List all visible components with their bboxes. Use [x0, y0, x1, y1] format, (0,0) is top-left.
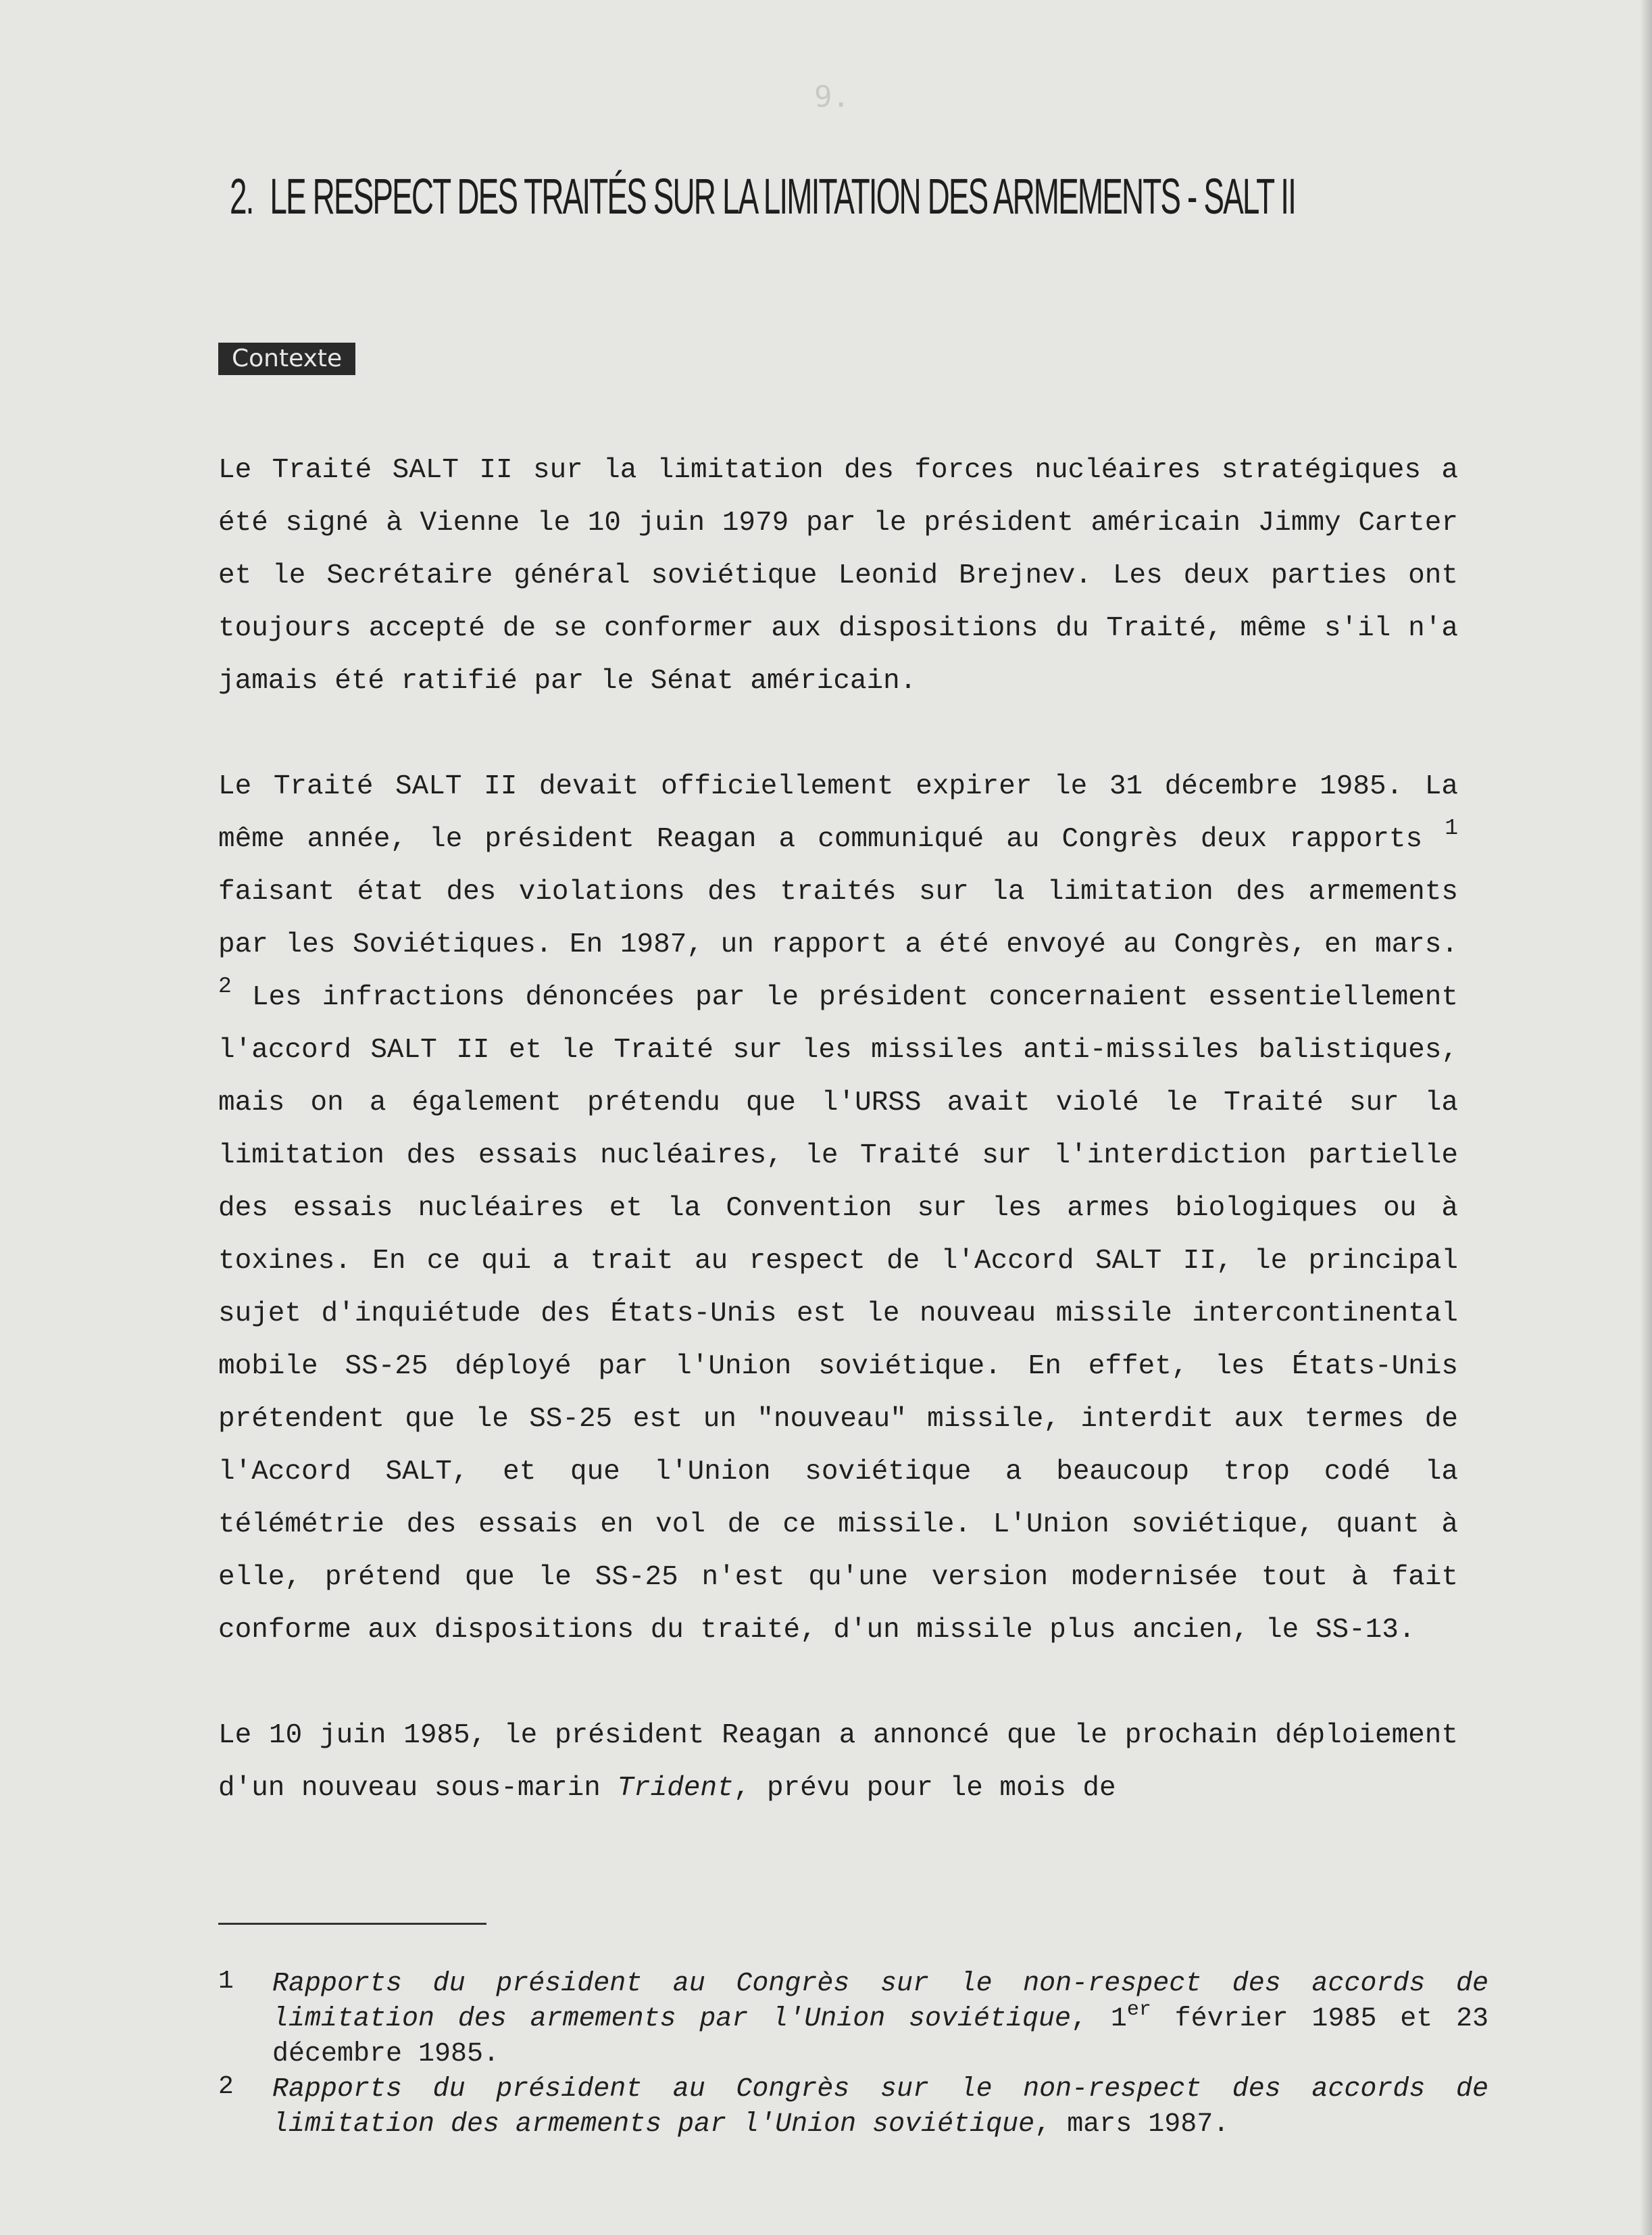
context-badge: Contexte [218, 343, 355, 375]
footnote-ref-1[interactable]: 1 [1445, 816, 1458, 841]
page-number: 9. [814, 80, 850, 114]
paragraph-1: Le Traité SALT II sur la limitation des forces nucléaires stratégiques a été signé à Vienne le 10 juin 1979 par le président américain Jimmy Carter et le Secrétaire général soviétique Leonid Brejnev. Les deux parties ont toujours accepté de se conformer aux dispositions du Traité, même s'il n'a jamais été ratifié par le Sénat américain. [218, 455, 1458, 697]
footnote-1 [218, 1967, 1488, 2072]
footnote-ref-2[interactable]: 2 [218, 974, 232, 999]
paragraph-3-part-1: Le 10 juin 1985, le président Reagan a annoncé que le prochain déploiement d'un nouveau sous-marin [218, 1720, 1458, 1804]
paragraph-2-part-3: Les infractions dénoncées par le président concernaient essentiellement l'accord SALT II et le Traité sur les missiles anti-missiles balistiques, mais on a également prétendu que l'URSS avait violé le Traité sur la limitation des essais nucléaires, le Traité sur l'interdiction partielle des essais nucléaires et la Convention sur les armes biologiques ou à toxines. En ce qui a trait au respect de l'Accord SALT II, le principal sujet d'inquiétude des États-Unis est le nouveau missile intercontinental mobile SS-25 déployé par l'Union soviétique. En effet, les États-Unis prétendent que le SS-25 est un "nouveau" missile, interdit aux termes de l'Accord SALT, et que l'Union soviétique a beaucoup trop codé la télémétrie des essais en vol de ce missile. L'Union soviétique, quant à elle, prétend que le SS-25 n'est qu'une version modernisée tout à fait conforme aux dispositions du traité, d'un missile plus ancien, le SS-13. [218, 982, 1458, 1646]
body-text [218, 444, 1458, 1867]
footnote-1-dates: février 1985 et 23 décembre 1985. [272, 2004, 1489, 2069]
footnote-1-text: , 1 [1071, 2004, 1127, 2034]
footnote-1-ordinal: er [1126, 1998, 1151, 2021]
section-title [230, 168, 1296, 225]
footnote-2-text: , mars 1987. [1034, 2109, 1230, 2140]
paragraph-2-part-1: Le Traité SALT II devait officiellement expirer le 31 décembre 1985. La même année, le président Reagan a communiqué au Congrès deux rapports [218, 771, 1458, 855]
footnote-2 [218, 2072, 1488, 2142]
submarine-name: Trident [617, 1773, 734, 1804]
footnote-number: 2 [218, 2072, 234, 2101]
footnote-number: 1 [218, 1967, 234, 1996]
section-number: 2. [230, 168, 253, 224]
footnote-1-title: Rapports du président au Congrès sur le non-respect des accords de limitation des armements par l'Union soviétique [272, 1969, 1488, 2034]
paragraph-3-part-2: , prévu pour le mois de [733, 1773, 1116, 1804]
paragraph-2 [218, 760, 1458, 1656]
paragraph-3 [218, 1709, 1458, 1815]
footnote-divider [218, 1923, 486, 1925]
footnote-2-title: Rapports du président au Congrès sur le non-respect des accords de limitation des armements par l'Union soviétique [272, 2074, 1488, 2140]
page-edge-shadow [1640, 0, 1652, 2235]
section-title-text: LE RESPECT DES TRAITÉS SUR LA LIMITATION DES ARMEMENTS - SALT II [270, 168, 1296, 224]
footnotes [218, 1967, 1488, 2142]
paragraph-2-part-2: faisant état des violations des traités sur la limitation des armements par les Soviétiques. En 1987, un rapport a été envoyé au Congrès, en mars. [218, 877, 1458, 960]
